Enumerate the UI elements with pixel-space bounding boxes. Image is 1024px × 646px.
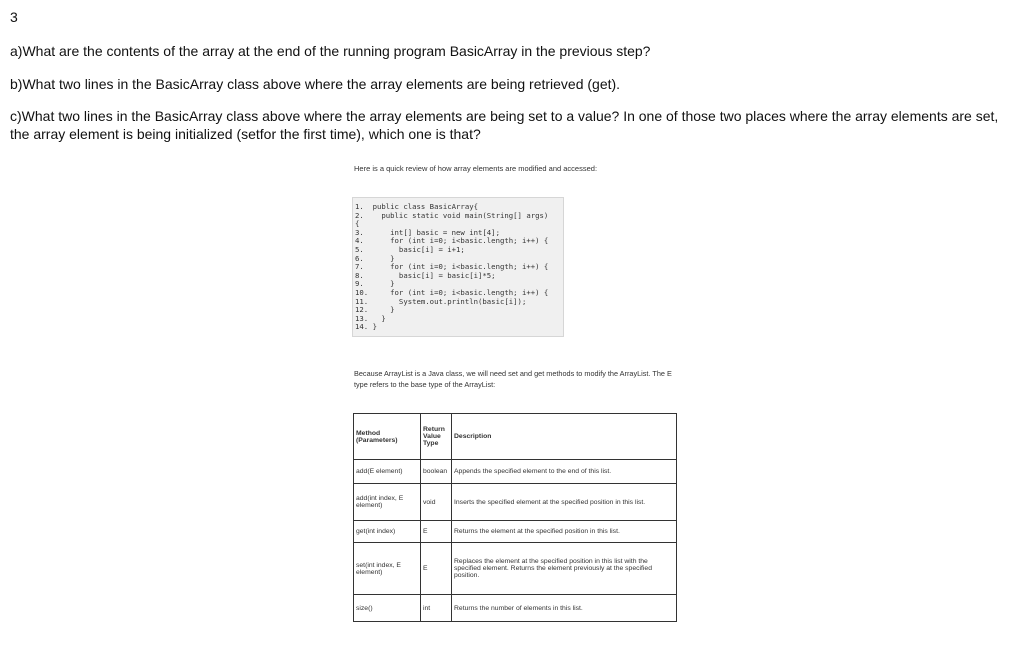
table-row (354, 595, 677, 622)
code-line: 7. for (int i=0; i<basic.length; i++) { (355, 262, 549, 272)
method-cell: add(E element) (354, 460, 421, 484)
arraylist-methods-table (353, 413, 677, 622)
question-c: c)What two lines in the BasicArray class above where the array elements are being set to a value? In one of those two places where the array elements are set, the array element is being initialized (setfor the first time), which one is that? (10, 108, 999, 142)
description-cell: Inserts the specified element at the specified position in this list. (452, 484, 677, 521)
code-line: 9. } (355, 279, 395, 289)
header-return-type: Return Value Type (421, 414, 452, 460)
table-row (354, 543, 677, 595)
code-line: 6. } (355, 253, 395, 263)
return-type-cell: E (421, 543, 452, 595)
code-line: 14. } (355, 322, 377, 332)
method-cell: size() (354, 595, 421, 622)
code-listing (353, 198, 563, 332)
code-line: { (355, 219, 360, 229)
header-description: Description (452, 414, 677, 460)
description-cell: Returns the number of elements in this list. (452, 595, 677, 622)
description-cell: Replaces the element at the specified position in this list with the specified element. Returns the element previously at the specified position. (452, 543, 677, 595)
description-cell: Appends the specified element to the end of this list. (452, 460, 677, 484)
question-a: a)What are the contents of the array at the end of the running program BasicArray in the previous step? (10, 43, 651, 59)
table-row (354, 460, 677, 484)
return-type-cell: E (421, 521, 452, 543)
table-row (354, 521, 677, 543)
code-line: 10. for (int i=0; i<basic.length; i++) { (355, 287, 549, 297)
header-method: Method (Parameters) (354, 414, 421, 460)
code-line: 2. public static void main(String[] args) (355, 210, 549, 220)
code-block (352, 197, 564, 337)
code-line: 13. } (355, 313, 386, 323)
code-line: 11. System.out.println(basic[i]); (355, 296, 527, 306)
code-line: 5. basic[i] = i+1; (355, 244, 465, 254)
question-number: 3 (10, 9, 18, 25)
method-cell: add(int index, E element) (354, 484, 421, 521)
method-cell: get(int index) (354, 521, 421, 543)
return-type-cell: int (421, 595, 452, 622)
code-line: 4. for (int i=0; i<basic.length; i++) { (355, 236, 549, 246)
code-line: 12. } (355, 305, 395, 315)
code-line: 3. int[] basic = new int[4]; (355, 227, 500, 237)
description-cell: Returns the element at the specified position in this list. (452, 521, 677, 543)
return-type-cell: boolean (421, 460, 452, 484)
array-review-intro: Here is a quick review of how array elements are modified and accessed: (354, 164, 598, 173)
table-row (354, 484, 677, 521)
method-cell: set(int index, E element) (354, 543, 421, 595)
question-b: b)What two lines in the BasicArray class above where the array elements are being retrieved (get). (10, 76, 621, 92)
code-line: 8. basic[i] = basic[i]*5; (355, 270, 496, 280)
arraylist-intro: Because ArrayList is a Java class, we will need set and get methods to modify the ArrayList. The E type refers to the base type of the ArrayList: (354, 369, 672, 389)
return-type-cell: void (421, 484, 452, 521)
code-line: 1. public class BasicArray{ (355, 202, 479, 211)
table-header-row (354, 414, 677, 460)
